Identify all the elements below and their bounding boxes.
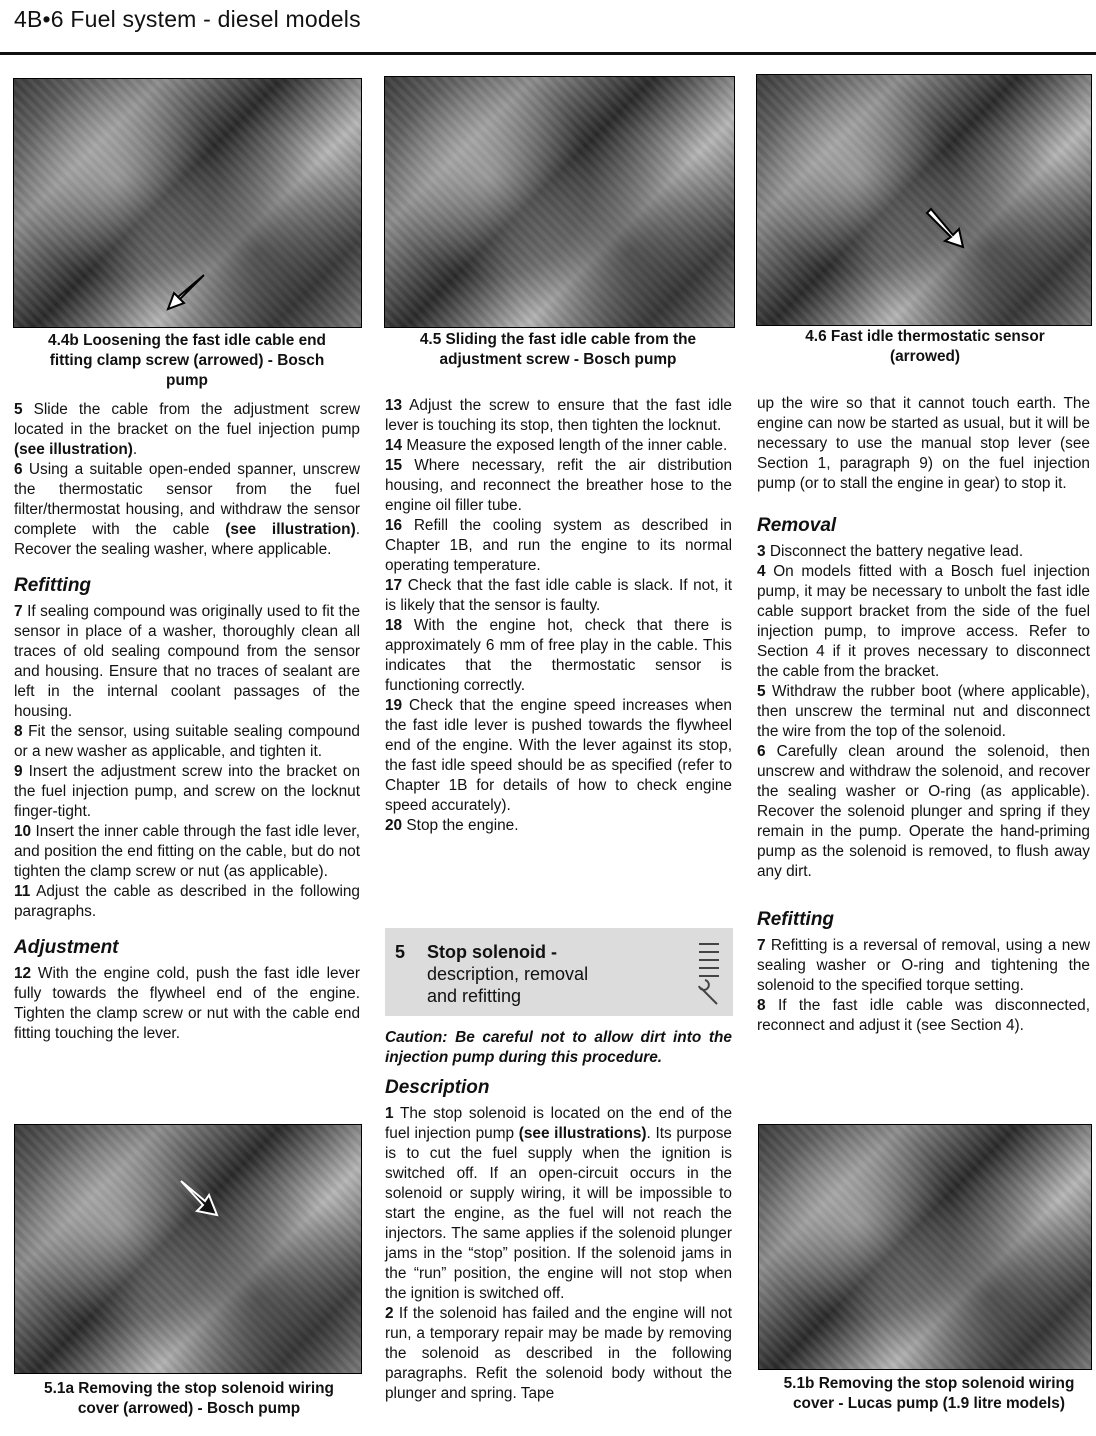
- paragraph-1: 1 The stop solenoid is located on the end of the fuel injection pump (see illustrations). Its purpose is to cut the fuel supply when the ignition is switched off. If an open-circuit occurs in the solenoid or supply wiring, it will be impossible to start the engine, as the fuel will not reach the injectors. The same applies if the solenoid plunger jams in the “stop” position. If the solenoid jams in the “run” position, the engine will not stop when the ignition is switched off.: [385, 1105, 733, 1302]
- caption-4-5: 4.5 Sliding the fast idle cable from the adjustment screw - Bosch pump: [419, 331, 697, 368]
- paragraph-4: 4 On models fitted with a Bosch fuel injection pump, it may be necessary to unbolt the fast idle cable support bracket from the side of the fuel injection pump, to improve access. Refer to Section 4 if it proves necessary to disconnect the cable from the bracket.: [757, 563, 1090, 680]
- paragraph-14: 14 Measure the exposed length of the inner cable.: [385, 437, 728, 454]
- photo-4-6: [756, 74, 1092, 326]
- heading-description: Description: [385, 1077, 490, 1098]
- section-number: 5: [395, 942, 406, 962]
- section-title: Stop solenoid - description, removal and refitting: [427, 942, 589, 1006]
- arrow-icon: [177, 1175, 221, 1219]
- paragraph-16: 16 Refill the cooling system as described in Chapter 1B, and run the engine to its normal operating temperature.: [385, 517, 732, 574]
- difficulty-spanner-icon: [695, 936, 723, 1008]
- photo-4-4b: [13, 78, 362, 328]
- arrow-icon: [164, 269, 208, 313]
- paragraph-10: 10 Insert the inner cable through the fast idle lever, and position the end fitting on the cable, but do not tighten the clamp screw or nut (as applicable).: [14, 823, 360, 880]
- paragraph-7: 7 Refitting is a reversal of removal, using a new sealing washer or O-ring and tightening the solenoid to the specified torque setting.: [757, 937, 1090, 994]
- paragraph-17: 17 Check that the fast idle cable is slack. If not, it is likely that the sensor is faulty.: [385, 577, 732, 614]
- paragraph-11: 11 Adjust the cable as described in the following paragraphs.: [14, 883, 360, 920]
- caption-5-1b: 5.1b Removing the stop solenoid wiring cover - Lucas pump (1.9 litre models): [783, 1375, 1075, 1412]
- page-header: 4B•6 Fuel system - diesel models: [14, 6, 361, 32]
- paragraph-continued: up the wire so that it cannot touch earth. The engine can now be started as usual, but it will be necessary to use the manual stop lever (see Section 1, paragraph 9) on the fuel injection pump (or to stall the engine in gear) to stop it.: [757, 395, 1090, 492]
- paragraph-18: 18 With the engine hot, check that there is approximately 6 mm of free play in the cable. This indicates that the thermostatic sensor is functioning correctly.: [385, 617, 732, 694]
- column-2-upper: [385, 396, 732, 836]
- heading-refitting: Refitting: [14, 575, 92, 596]
- paragraph-3: 3 Disconnect the battery negative lead.: [757, 543, 1024, 560]
- paragraph-2: 2 If the solenoid has failed and the engine will not run, a temporary repair may be made by removing the solenoid as described in the following paragraphs. Refit the solenoid body without the plunger and spring. Tape: [385, 1305, 732, 1402]
- photo-4-5: [384, 76, 735, 328]
- paragraph-15: 15 Where necessary, refit the air distribution housing, and reconnect the breather hose to the engine oil filler tube.: [385, 457, 733, 514]
- heading-refitting: Refitting: [757, 909, 835, 930]
- column-3: [757, 394, 1090, 1036]
- section-heading-box: [385, 928, 733, 1016]
- caution-note: Caution: Be careful not to allow dirt into the injection pump during this procedure.: [385, 1029, 732, 1066]
- header-rule: [0, 52, 1096, 55]
- heading-removal: Removal: [757, 515, 837, 536]
- paragraph-20: 20 Stop the engine.: [385, 817, 519, 834]
- paragraph-19: 19 Check that the engine speed increases when the fast idle lever is pushed towards the flywheel end of the engine. With the lever against its stop, the fast idle speed should be as specified (refer to Chapter 1B for details of how to check engine speed accurately).: [385, 697, 732, 814]
- heading-adjustment: Adjustment: [14, 937, 119, 958]
- paragraph-6: 6 Using a suitable open-ended spanner, unscrew the thermostatic sensor from the fuel filter/thermostat housing, and withdraw the sensor complete with the cable (see illustration). Recover the sealing washer, where applicable.: [14, 461, 360, 558]
- paragraph-12: 12 With the engine cold, push the fast idle lever fully towards the flywheel end of the engine. Tighten the clamp screw or nut with the cable end fitting touching the lever.: [14, 965, 360, 1042]
- column-1-upper: [14, 400, 360, 1044]
- caption-4-6: 4.6 Fast idle thermostatic sensor (arrowed): [805, 328, 1045, 365]
- paragraph-8: 8 Fit the sensor, using suitable sealing compound or a new washer as applicable, and tighten it.: [14, 723, 360, 760]
- column-2-lower: [385, 1024, 732, 1404]
- paragraph-7: 7 If sealing compound was originally used to fit the sensor in place of a washer, thoroughly clean all traces of old sealing compound from the sensor and housing. Ensure that no traces of sealant are left in the internal coolant passages of the housing.: [14, 603, 360, 720]
- caption-4-4b: 4.4b Loosening the fast idle cable end fitting clamp screw (arrowed) - Bosch pump: [48, 332, 326, 389]
- photo-5-1b: [758, 1124, 1092, 1370]
- photo-5-1a: [14, 1124, 362, 1374]
- paragraph-9: 9 Insert the adjustment screw into the bracket on the fuel injection pump, and screw on the locknut finger-tight.: [14, 763, 361, 820]
- paragraph-5: 5 Withdraw the rubber boot (where applicable), then unscrew the terminal nut and disconnect the wire from the top of the solenoid.: [757, 683, 1090, 740]
- paragraph-13: 13 Adjust the screw to ensure that the fast idle lever is touching its stop, then tighten the locknut.: [385, 397, 732, 434]
- arrow-icon: [923, 205, 967, 249]
- paragraph-8: 8 If the fast idle cable was disconnected, reconnect and adjust it (see Section 4).: [757, 997, 1090, 1034]
- caption-5-1a: 5.1a Removing the stop solenoid wiring cover (arrowed) - Bosch pump: [44, 1380, 334, 1417]
- paragraph-5: 5 Slide the cable from the adjustment screw located in the bracket on the fuel injection pump (see illustration).: [14, 401, 360, 458]
- paragraph-6: 6 Carefully clean around the solenoid, then unscrew and withdraw the solenoid, and recover the sealing washer or O-ring (as applicable). Recover the solenoid plunger and spring if they remain in the pump. Operate the hand-priming pump as the solenoid is removed, to flush away any dirt.: [757, 743, 1090, 880]
